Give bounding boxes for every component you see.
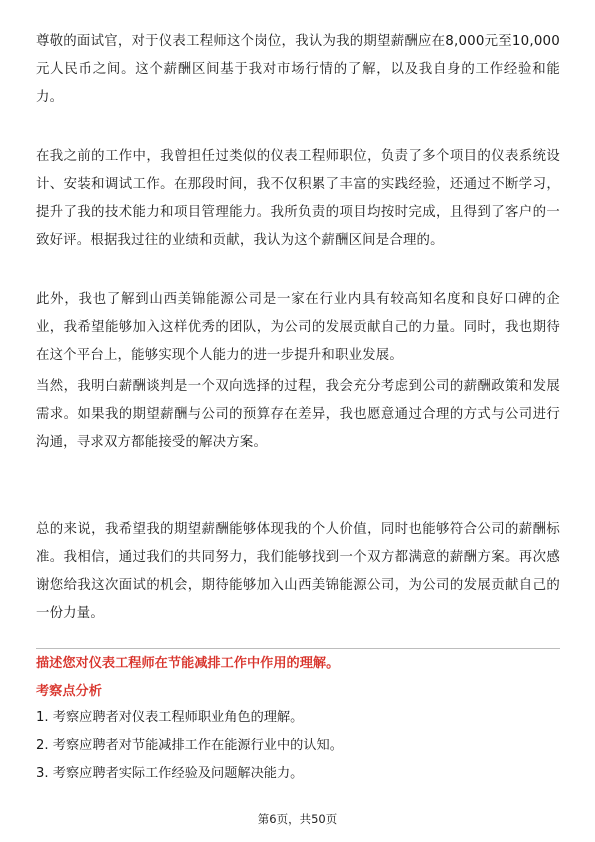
interview-question: 描述您对仪表工程师在节能减排工作中作用的理解。 <box>36 656 340 671</box>
section-divider <box>36 648 560 649</box>
analysis-point: 2. 考察应聘者对节能减排工作在能源行业中的认知。 <box>36 738 343 753</box>
answer-paragraph-1: 尊敬的面试官，对于仪表工程师这个岗位，我认为我的期望薪酬应在8,000元至10,000元人民币之间。这个薪酬区间基于我对市场行情的了解，以及我自身的工作经验和能力。 <box>36 34 560 105</box>
page-number: 第6页，共50页 <box>257 812 338 826</box>
analysis-heading: 考察点分析 <box>36 684 102 699</box>
answer-paragraph-2: 在我之前的工作中，我曾担任过类似的仪表工程师职位，负责了多个项目的仪表系统设计、安装和调试工作。在那段时间，我不仅积累了丰富的实践经验，还通过不断学习，提升了我的技术能力和项目管理能力。我所负责的项目均按时完成，且得到了客户的一致好评。根据我过往的业绩和贡献，我认为这个薪酬区间是合理的。 <box>36 149 560 248</box>
analysis-point: 3. 考察应聘者实际工作经验及问题解决能力。 <box>36 766 304 781</box>
answer-paragraph-5: 总的来说，我希望我的期望薪酬能够体现我的个人价值，同时也能够符合公司的薪酬标准。我相信，通过我们的共同努力，我们能够找到一个双方都满意的薪酬方案。再次感谢您给我这次面试的机会，期待能够加入山西美锦能源公司，为公司的发展贡献自己的一份力量。 <box>36 522 560 621</box>
analysis-point: 1. 考察应聘者对仪表工程师职业角色的理解。 <box>36 710 304 725</box>
page-footer <box>0 811 595 827</box>
answer-paragraph-4: 当然，我明白薪酬谈判是一个双向选择的过程，我会充分考虑到公司的薪酬政策和发展需求。如果我的期望薪酬与公司的预算存在差异，我也愿意通过合理的方式与公司进行沟通，寻求双方都能接受的解决方案。 <box>36 379 560 450</box>
answer-paragraph-3: 此外，我也了解到山西美锦能源公司是一家在行业内具有较高知名度和良好口碑的企业，我希望能够加入这样优秀的团队，为公司的发展贡献自己的力量。同时，我也期待在这个平台上，能够实现个人能力的进一步提升和职业发展。 <box>36 292 560 363</box>
